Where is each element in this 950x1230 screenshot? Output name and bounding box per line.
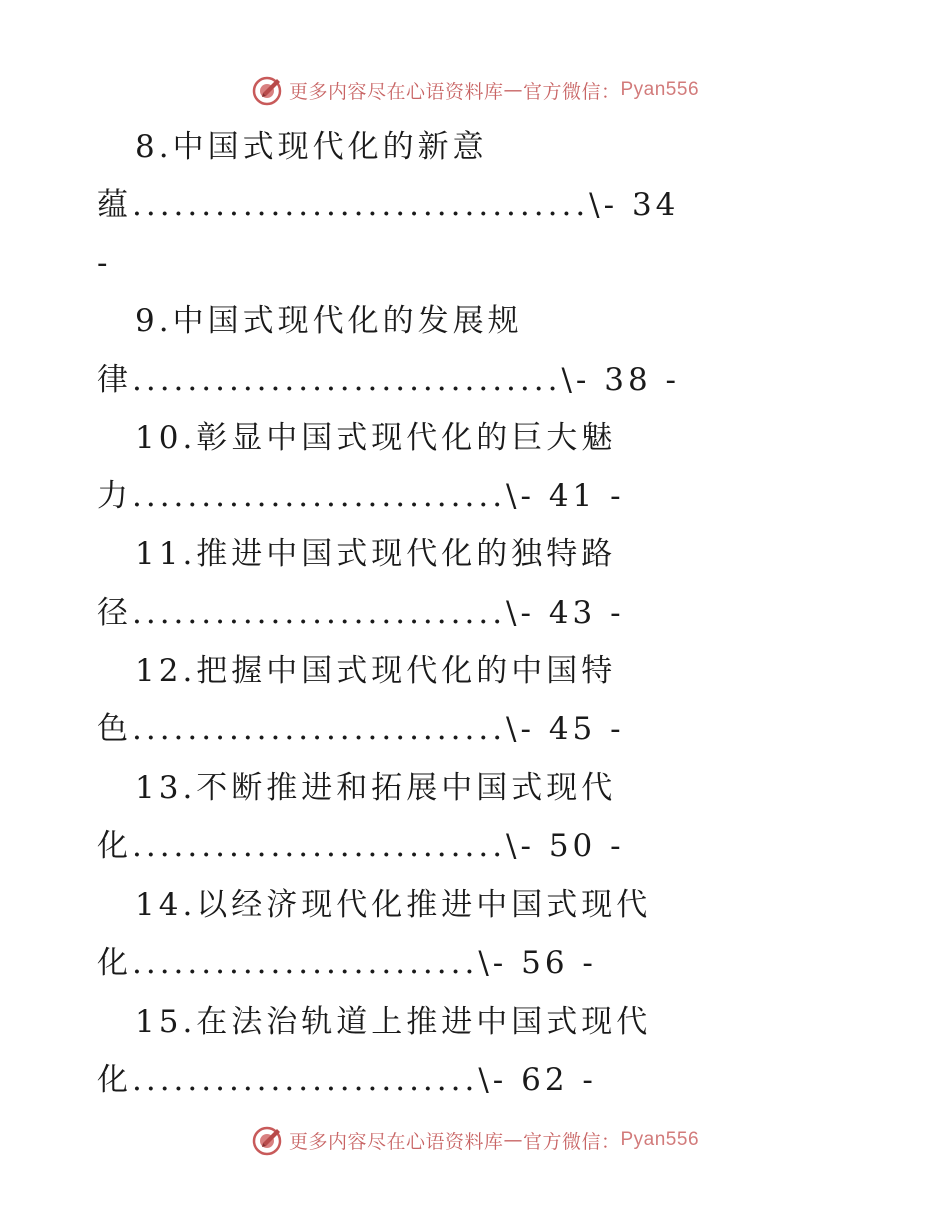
toc-entry-leader[interactable]: 径...........................\- 43 - <box>97 595 625 631</box>
toc-entry-leader[interactable]: 化...........................\- 50 - <box>97 828 625 864</box>
toc-entry-title[interactable]: 14.以经济现代化推进中国式现代 <box>135 887 652 923</box>
watermark-wechat-id: Pyan556 <box>620 79 700 100</box>
toc-entry-title[interactable]: 11.推进中国式现代化的独特路 <box>135 536 617 572</box>
toc-entry-title[interactable]: 12.把握中国式现代化的中国特 <box>135 653 617 689</box>
brand-logo-icon <box>251 73 285 107</box>
watermark-dash: — <box>503 79 523 101</box>
toc-entry-tail: - <box>97 245 112 281</box>
toc-entry-leader[interactable]: 蕴.................................\- 34 <box>97 187 680 223</box>
watermark-header <box>0 70 950 110</box>
watermark-wechat-id: Pyan556 <box>620 1129 700 1150</box>
watermark-footer <box>0 1120 950 1160</box>
watermark-wechat-label: 官方微信： <box>522 80 621 103</box>
toc-entry-leader[interactable]: 力...........................\- 41 - <box>97 478 625 514</box>
toc-entry-title[interactable]: 13.不断推进和拓展中国式现代 <box>135 770 617 806</box>
toc-entry-leader[interactable]: 化.........................\- 62 - <box>97 1062 597 1098</box>
toc-entry-leader[interactable]: 律...............................\- 38 - <box>97 362 681 398</box>
toc-entry-leader[interactable]: 化.........................\- 56 - <box>97 945 597 981</box>
toc-entry-title[interactable]: 15.在法治轨道上推进中国式现代 <box>135 1004 652 1040</box>
toc-entry-title[interactable]: 8.中国式现代化的新意 <box>135 129 488 165</box>
toc-entry-leader[interactable]: 色...........................\- 45 - <box>97 711 625 747</box>
watermark-brand: 更多内容尽在心语资料库 <box>288 80 504 103</box>
brand-logo-icon <box>251 1123 285 1157</box>
watermark-dash: — <box>503 1129 523 1151</box>
watermark-brand: 更多内容尽在心语资料库 <box>288 1130 504 1153</box>
watermark-wechat-label: 官方微信： <box>522 1130 621 1153</box>
toc-entry-title[interactable]: 9.中国式现代化的发展规 <box>135 303 523 339</box>
toc-entry-title[interactable]: 10.彰显中国式现代化的巨大魅 <box>135 420 617 456</box>
